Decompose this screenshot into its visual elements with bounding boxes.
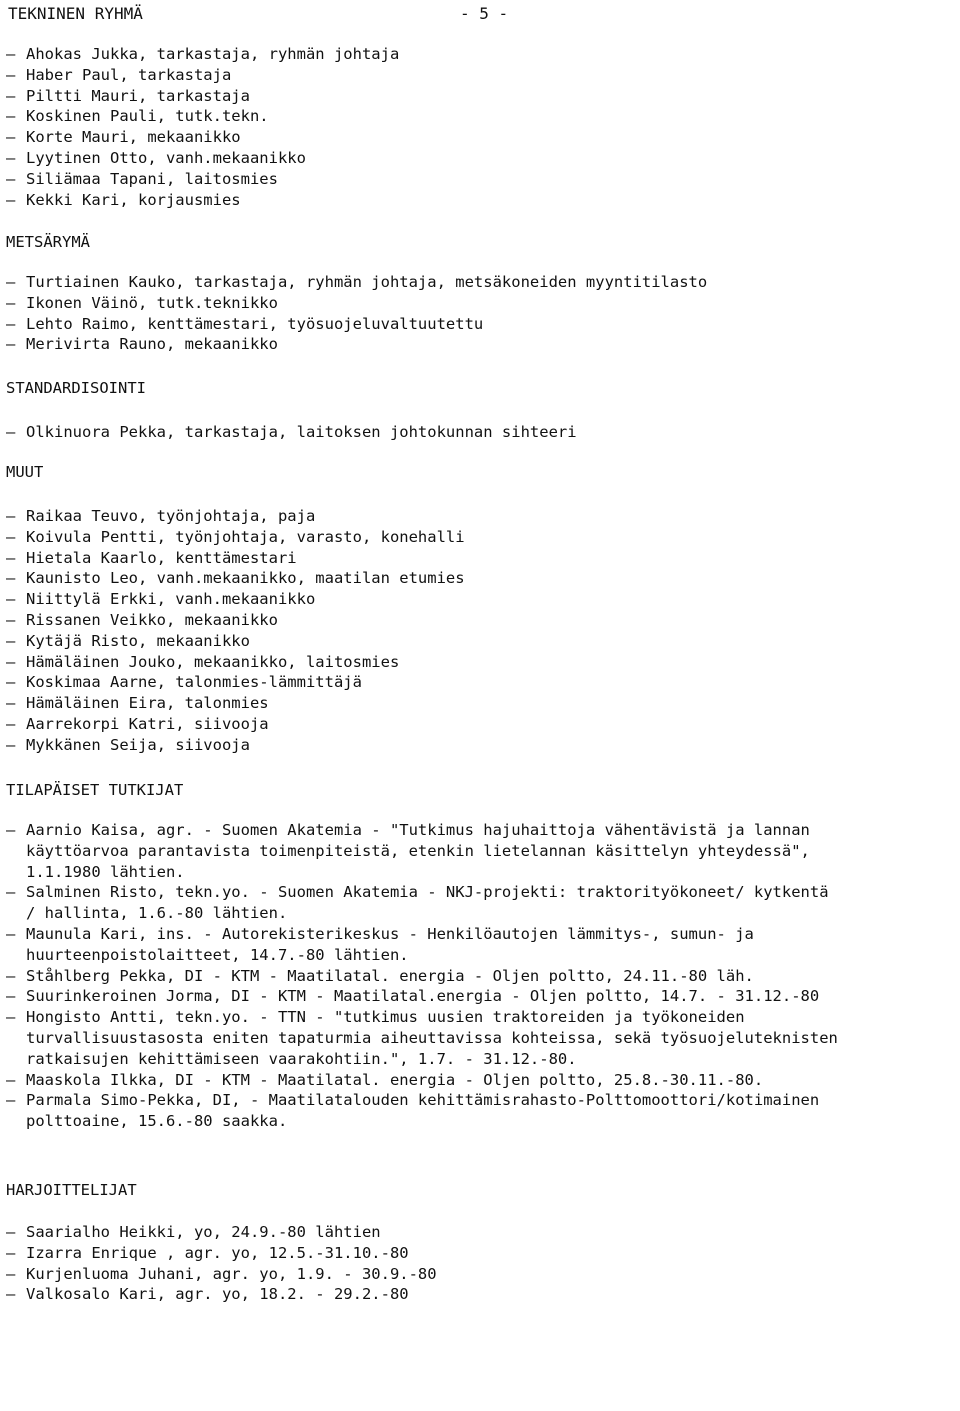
others-list (6, 506, 906, 756)
list-item: – Rissanen Veikko, mekaanikko (6, 610, 906, 631)
list-item: – Maaskola Ilkka, DI - KTM - Maatilatal. energia - Oljen poltto, 25.8.-30.11.-80. (6, 1070, 846, 1091)
technical-group-list (6, 44, 906, 210)
page-number: - 5 - (460, 4, 509, 23)
list-item: – Raikaa Teuvo, työnjohtaja, paja (6, 506, 906, 527)
standardization-section (6, 378, 906, 443)
trainees-list (6, 1222, 906, 1305)
list-item: – Parmala Simo-Pekka, DI, - Maatilatalouden kehittämisrahasto-Polttomoottori/kotimainen polttoaine, 15.6.-80 saakka. (6, 1090, 846, 1132)
section-heading: TILAPÄISET TUTKIJAT (6, 781, 184, 799)
list-item: – Mykkänen Seija, siivooja (6, 735, 906, 756)
list-item: – Valkosalo Kari, agr. yo, 18.2. - 29.2.-80 (6, 1284, 906, 1305)
list-item: – Kytäjä Risto, mekaanikko (6, 631, 906, 652)
list-item: – Suurinkeroinen Jorma, DI - KTM - Maatilatal.energia - Oljen poltto, 14.7. - 31.12.-80 (6, 986, 846, 1007)
list-item: – Lehto Raimo, kenttämestari, työsuojeluvaltuutettu (6, 314, 906, 335)
list-item: – Aarnio Kaisa, agr. - Suomen Akatemia - "Tutkimus hajuhaittoja vähentävistä ja lannan käyttöarvoa parantavista toimenpiteistä, etenkin lietelannan käsittelyn yhteydessä", 1.1.1980 lähtien. (6, 820, 846, 882)
others-section (6, 462, 906, 756)
list-item: – Piltti Mauri, tarkastaja (6, 86, 906, 107)
technical-group-section (6, 44, 906, 210)
standardization-list (6, 422, 906, 443)
list-item: – Kaunisto Leo, vanh.mekaanikko, maatilan etumies (6, 568, 906, 589)
list-item: – Hietala Kaarlo, kenttämestari (6, 548, 906, 569)
section-heading: MUUT (6, 463, 44, 481)
list-item: – Ahokas Jukka, tarkastaja, ryhmän johtaja (6, 44, 906, 65)
section-heading: METSÄRYMÄ (6, 233, 90, 251)
list-item: – Turtiainen Kauko, tarkastaja, ryhmän johtaja, metsäkoneiden myyntitilasto (6, 272, 906, 293)
list-item: – Maunula Kari, ins. - Autorekisterikeskus - Henkilöautojen lämmitys-, sumun- ja huurteenpoistolaitteet, 14.7.-80 lähtien. (6, 924, 846, 966)
page-header (8, 4, 528, 28)
forest-group-section (6, 232, 906, 355)
list-item: – Hongisto Antti, tekn.yo. - TTN - "tutkimus uusien traktoreiden ja työkoneiden turvallisuustasosta eniten tapaturmia aiheuttavissa kohteissa, sekä työsuojeluteknisten ratkaisujen kehittämiseen vaarakohtiin.", 1.7. - 31.12.-80. (6, 1007, 846, 1069)
list-item: – Kurjenluoma Juhani, agr. yo, 1.9. - 30.9.-80 (6, 1264, 906, 1285)
list-item: – Hämäläinen Jouko, mekaanikko, laitosmies (6, 652, 906, 673)
list-item: – Kekki Kari, korjausmies (6, 190, 906, 211)
list-item: – Korte Mauri, mekaanikko (6, 127, 906, 148)
forest-group-list (6, 272, 906, 355)
list-item: – Hämäläinen Eira, talonmies (6, 693, 906, 714)
list-item: – Haber Paul, tarkastaja (6, 65, 906, 86)
list-item: – Merivirta Rauno, mekaanikko (6, 334, 906, 355)
trainees-section (6, 1180, 906, 1305)
list-item: – Ikonen Väinö, tutk.teknikko (6, 293, 906, 314)
list-item: – Saarialho Heikki, yo, 24.9.-80 lähtien (6, 1222, 906, 1243)
list-item: – Koskimaa Aarne, talonmies-lämmittäjä (6, 672, 906, 693)
section-heading: HARJOITTELIJAT (6, 1181, 137, 1199)
section-heading: STANDARDISOINTI (6, 379, 146, 397)
list-item: – Izarra Enrique , agr. yo, 12.5.-31.10.-80 (6, 1243, 906, 1264)
list-item: – Aarrekorpi Katri, siivooja (6, 714, 906, 735)
temporary-researchers-list (6, 820, 846, 1132)
list-item: – Ståhlberg Pekka, DI - KTM - Maatilatal. energia - Oljen poltto, 24.11.-80 läh. (6, 966, 846, 987)
temporary-researchers-section (6, 780, 846, 1132)
list-item: – Olkinuora Pekka, tarkastaja, laitoksen johtokunnan sihteeri (6, 422, 906, 443)
list-item: – Siliämaa Tapani, laitosmies (6, 169, 906, 190)
list-item: – Salminen Risto, tekn.yo. - Suomen Akatemia - NKJ-projekti: traktorityökoneet/ kytkentä / hallinta, 1.6.-80 lähtien. (6, 882, 846, 924)
list-item: – Lyytinen Otto, vanh.mekaanikko (6, 148, 906, 169)
list-item: – Koivula Pentti, työnjohtaja, varasto, konehalli (6, 527, 906, 548)
section-title: TEKNINEN RYHMÄ (8, 4, 143, 23)
list-item: – Niittylä Erkki, vanh.mekaanikko (6, 589, 906, 610)
list-item: – Koskinen Pauli, tutk.tekn. (6, 106, 906, 127)
